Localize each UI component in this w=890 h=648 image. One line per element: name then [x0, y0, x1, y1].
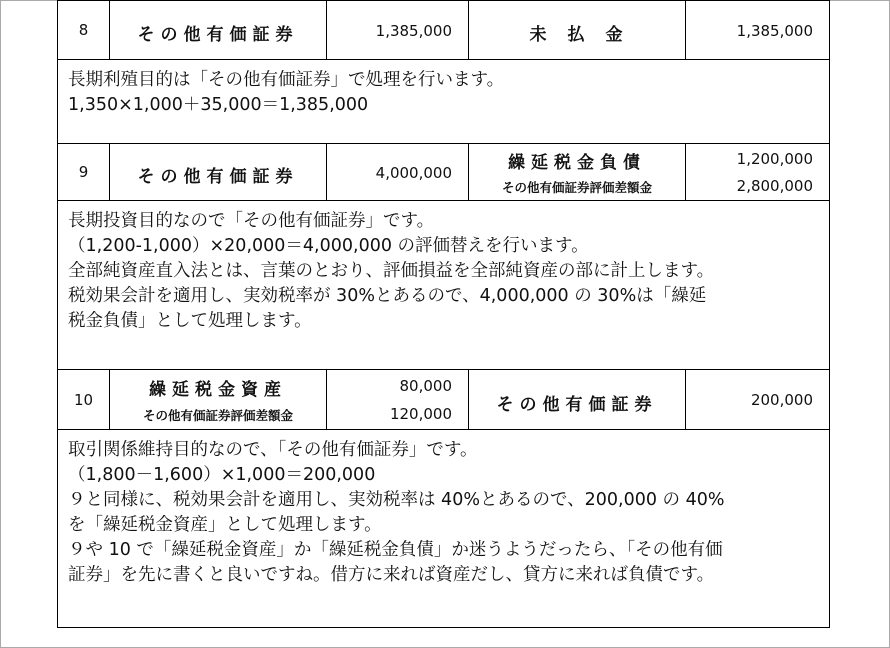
explanation-line: 取引関係維持目的なので、「その他有価証券」です。 [68, 440, 478, 460]
entry-number: 10 [58, 370, 110, 429]
entry-number: 8 [58, 1, 110, 59]
debit-account-2: その他有価証券評価差額金 [142, 408, 293, 423]
explanation-line: 1,350×1,000＋35,000＝1,385,000 [68, 95, 369, 115]
explanation-9 [57, 201, 830, 370]
credit-account-2: その他有価証券評価差額金 [501, 180, 652, 195]
debit-account-cell [110, 370, 327, 429]
debit-amount-1: 80,000 [399, 377, 452, 395]
debit-account-cell [110, 144, 327, 200]
credit-account-cell [469, 370, 686, 429]
explanation-line: 長期利殖目的は「その他有価証券」で処理を行います。 [68, 70, 505, 90]
entry-number: 9 [58, 144, 110, 200]
explanation-line: 税金負債」として処理します。 [68, 311, 312, 331]
explanation-line: ９や 10 で「繰延税金資産」か「繰延税金負債」か迷うようだったら、「その他有価 [68, 540, 723, 560]
debit-account-cell [110, 1, 327, 59]
explanation-line: ９と同様に、税効果会計を適用し、実効税率は 40%とあるので、200,000 の 40% [68, 490, 725, 510]
credit-amount-cell [686, 370, 829, 429]
credit-amount: 1,385,000 [736, 22, 813, 40]
debit-account-1: 繰延税金資産 [149, 380, 287, 400]
explanation-line: 税効果会計を適用し、実効税率が 30%とあるので、4,000,000 の 30%は「繰延 [68, 286, 707, 306]
entry-row-8 [57, 0, 830, 60]
credit-amount-1: 1,200,000 [736, 150, 813, 168]
debit-account: その他有価証券 [137, 25, 299, 45]
debit-amount-cell [327, 144, 469, 200]
credit-amount-cell [686, 1, 829, 59]
credit-account-1: 繰延税金負債 [508, 153, 646, 173]
debit-amount-cell [327, 370, 469, 429]
explanation-line: （1,200-1,000）×20,000＝4,000,000 の評価替えを行います。 [68, 236, 589, 256]
debit-amount: 4,000,000 [375, 164, 452, 182]
debit-amount: 1,385,000 [375, 22, 452, 40]
debit-amount-cell [327, 1, 469, 59]
explanation-8 [57, 60, 830, 144]
explanation-line: 証券」を先に書くと良いですね。借方に来れば資産だし、貸方に来れば負債です。 [68, 565, 715, 585]
explanation-line: 長期投資目的なので「その他有価証券」です。 [68, 211, 435, 231]
entry-row-10 [57, 369, 830, 430]
credit-account: その他有価証券 [496, 395, 658, 415]
debit-account: その他有価証券 [137, 167, 299, 187]
credit-amount: 200,000 [750, 391, 813, 409]
credit-account-cell [469, 1, 686, 59]
explanation-line: （1,800－1,600）×1,000＝200,000 [68, 465, 376, 485]
explanation-line: を「繰延税金資産」として処理します。 [68, 515, 382, 535]
entry-row-9 [57, 143, 830, 201]
explanation-10 [57, 430, 830, 628]
credit-account: 未 払 金 [529, 25, 625, 45]
credit-account-cell [469, 144, 686, 200]
explanation-line: 全部純資産直入法とは、言葉のとおり、評価損益を全部純資産の部に計上します。 [68, 261, 715, 281]
debit-amount-2: 120,000 [389, 405, 452, 423]
credit-amount-cell [686, 144, 829, 200]
credit-amount-2: 2,800,000 [736, 177, 813, 195]
